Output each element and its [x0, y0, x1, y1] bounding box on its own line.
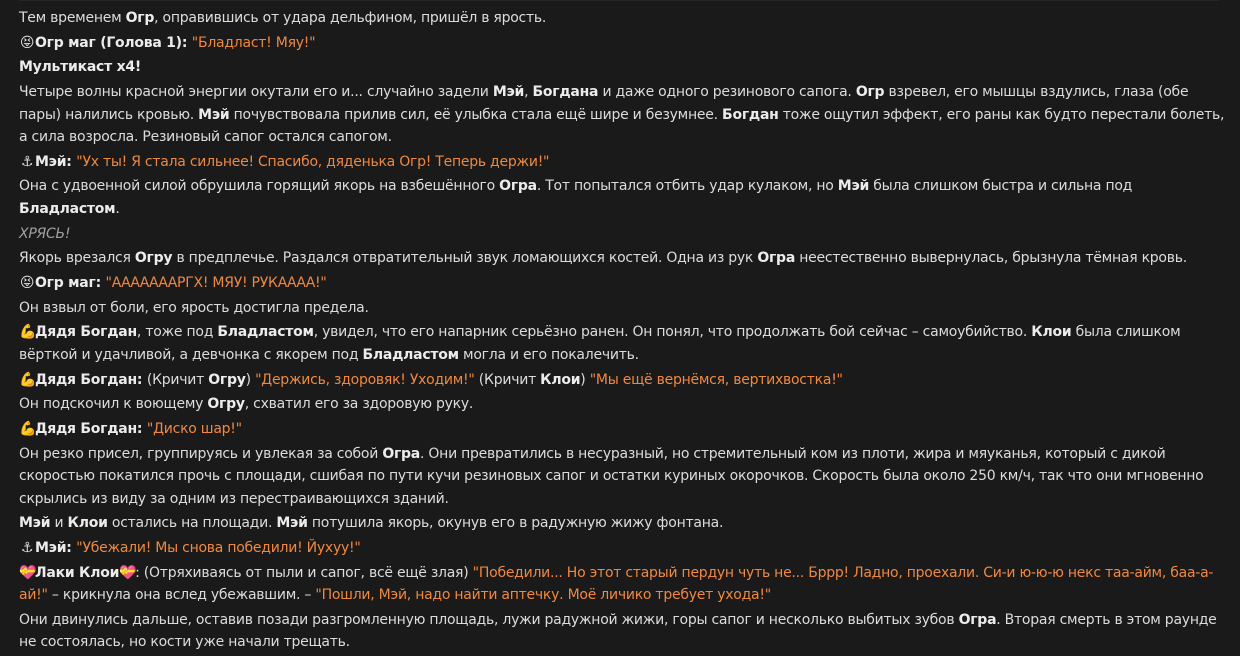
- narration-text: Тем временем: [19, 10, 126, 26]
- dialogue-quote: "Держись, здоровяк! Уходим!": [255, 371, 475, 388]
- character-name: Клои: [67, 515, 108, 532]
- character-name: Клои: [540, 371, 581, 388]
- narration-text: Она с удвоенной силой обрушила горящий якорь на взбешённого: [19, 178, 500, 195]
- scroll-edge: [19, 0, 1219, 1]
- narration-text: (Кричит: [474, 371, 541, 388]
- character-name: Огр маг:: [35, 275, 106, 291]
- story-paragraph: [19, 56, 1229, 79]
- character-name: Мэй:: [35, 153, 77, 170]
- speech-paragraph: [19, 562, 1229, 607]
- character-name: Дядя Богдан:: [35, 420, 147, 437]
- flexed-biceps-icon: 💪: [19, 371, 37, 388]
- character-name: Огра: [499, 178, 537, 195]
- character-name: Бладластом: [362, 346, 459, 363]
- narration-text: , схватил его за здоровую руку.: [244, 396, 474, 413]
- grin-face-icon: 😝: [19, 34, 35, 51]
- character-name: Дядя Богдан:: [35, 371, 147, 388]
- story-paragraph: [19, 223, 1229, 246]
- narration-text: Якорь врезался: [19, 250, 135, 267]
- narration-text: , оправившись от удара дельфином, пришёл в ярость.: [154, 10, 547, 26]
- character-name: Мэй: [198, 106, 230, 123]
- dialogue-quote: "Пошли, Мэй, надо найти аптечку. Моё личико требует ухода!": [315, 587, 771, 604]
- character-name: Огру: [208, 371, 246, 388]
- dialogue-quote: "Победили... Но этот старый пердун чуть не... Бррр! Ладно, проехали. Си-и ю-ю-ю некс таа-айм, баа-а-ай!": [19, 564, 1214, 604]
- dialogue-quote: "Бладласт! Мяу!": [191, 34, 316, 51]
- narration-text: взревел, его мышцы вздулись, глаза (обе пары) налились кровью.: [19, 84, 1189, 123]
- character-name: Бладластом: [217, 324, 314, 341]
- story-paragraph: [19, 297, 1229, 320]
- narration-text: Четыре волны красной энергии окутали его и... случайно задели: [19, 84, 493, 101]
- narration-text: была слишком вёрткой и удачливой, а девчонка с якорем под: [19, 324, 1181, 363]
- narration-text: . Они превратились в несуразный, но стремительный ком из плоти, жира и мяуканья, который с дикой скоростью покатился прочь с площади, сшибая по пути кучи резиновых сапог и остатки куриных окорочков. Скорость была около 250 км/ч, так что они мгновенно скрылись из виду за одним из перестраивающихся зданий.: [19, 445, 1204, 507]
- story-paragraph: [19, 393, 1229, 416]
- dialogue-quote: "Убежали! Мы снова победили! Йухуу!": [76, 540, 361, 556]
- character-name: Огр: [855, 84, 885, 101]
- anchor-icon: ⚓: [20, 153, 34, 170]
- character-name: Мэй: [276, 515, 308, 532]
- narration-text: тоже ощутил эффект, его раны как будто перестали болеть, а сила возросла. Резиновый сапог остался сапогом.: [19, 106, 1225, 146]
- story-paragraph: [19, 7, 1229, 30]
- story-paragraph: [19, 609, 1229, 654]
- speech-paragraph: [19, 32, 1229, 55]
- character-name: Огру: [207, 396, 245, 413]
- character-name: Мэй: [492, 84, 525, 101]
- speech-paragraph: [19, 272, 1229, 295]
- narration-text: – крикнула она вслед убежавшим. –: [47, 587, 316, 604]
- heart-ribbon-icon: 💝: [119, 564, 137, 581]
- narration-text: остались на площади.: [107, 515, 277, 532]
- narration-text: , увидел, что его напарник серьёзно ранен. Он понял, что продолжать бой сейчас – самоубийство.: [313, 324, 1032, 341]
- speech-paragraph: [19, 537, 1229, 560]
- character-name: Мэй:: [35, 540, 77, 556]
- character-name: Богдан: [722, 106, 779, 123]
- story-paragraph: [19, 247, 1229, 270]
- dialogue-quote: "АААААААРГХ! МЯУ! РУКАААА!": [105, 275, 327, 291]
- narration-text: и даже одного резинового сапога.: [598, 84, 856, 101]
- sound-effect: ХРЯСЬ!: [19, 225, 71, 242]
- character-name: Огр: [125, 10, 155, 26]
- speech-paragraph: [19, 321, 1229, 366]
- speech-paragraph: [19, 151, 1229, 174]
- narration-text: . Вторая смерть в этом раунде не состоялась, но кости уже начали трещать.: [19, 611, 1217, 651]
- dialogue-quote: "Диско шар!": [146, 420, 242, 437]
- dialogue-quote: "Ух ты! Я стала сильнее! Спасибо, дяденька Огр! Теперь держи!": [76, 153, 550, 170]
- narration-text: могла и его покалечить.: [458, 346, 639, 363]
- character-name: Богдана: [532, 84, 599, 101]
- character-name: Клои: [1031, 324, 1072, 341]
- narration-text: потушила якорь, окунув его в радужную жижу фонтана.: [307, 515, 724, 532]
- narration-text: и: [50, 515, 68, 532]
- narration-text: , тоже под: [136, 324, 218, 341]
- character-name: Мэй: [19, 515, 51, 532]
- chat-message-body: [19, 7, 1229, 656]
- heart-ribbon-icon: 💝: [19, 564, 37, 581]
- character-name: Бладластом: [19, 200, 116, 217]
- speech-paragraph: [19, 369, 1229, 392]
- grin-face-icon: 😝: [19, 275, 35, 291]
- narration-text: была слишком быстра и сильна под: [869, 178, 1133, 195]
- character-name: Мультикаст x4!: [19, 59, 141, 76]
- anchor-icon: ⚓: [20, 540, 34, 556]
- narration-text: Он подскочил к воющему: [19, 396, 208, 413]
- speech-paragraph: [19, 418, 1229, 441]
- character-name: Лаки Клои: [35, 564, 120, 581]
- narration-text: ,: [524, 84, 533, 101]
- character-name: Мэй: [837, 178, 870, 195]
- story-paragraph: [19, 81, 1229, 149]
- character-name: Огра: [382, 445, 420, 462]
- flexed-biceps-icon: 💪: [19, 324, 37, 341]
- flexed-biceps-icon: 💪: [19, 420, 37, 437]
- character-name: Огра: [757, 250, 796, 267]
- narration-text: ): [245, 371, 256, 388]
- story-paragraph: [19, 512, 1229, 535]
- narration-text: . Тот попытался отбить удар кулаком, но: [536, 178, 838, 195]
- narration-text: : (Отряхиваясь от пыли и сапог, всё ещё злая): [135, 564, 473, 581]
- narration-text: почувствовала прилив сил, её улыбка стала ещё шире и безумнее.: [229, 106, 723, 123]
- character-name: Огру: [134, 250, 173, 267]
- story-paragraph: [19, 443, 1229, 511]
- character-name: Огра: [958, 611, 997, 628]
- narration-text: Он взвыл от боли, его ярость достигла предела.: [19, 299, 369, 316]
- character-name: Дядя Богдан: [35, 324, 137, 341]
- narration-text: (Кричит: [146, 371, 209, 388]
- narration-text: Они двинулись дальше, оставив позади разгромленную площадь, лужи радужной жижи, горы сапог и несколько выбитых зубов: [19, 611, 959, 628]
- dialogue-quote: "Мы ещё вернёмся, вертихвостка!": [589, 371, 843, 388]
- narration-text: в предплечье. Раздался отвратительный звук ломающихся костей. Одна из рук: [172, 250, 758, 267]
- narration-text: Он резко присел, группируясь и увлекая за собой: [19, 445, 383, 462]
- story-paragraph: [19, 175, 1229, 220]
- character-name: Огр маг (Голова 1):: [35, 34, 192, 51]
- narration-text: ): [580, 371, 590, 388]
- narration-text: .: [115, 200, 120, 217]
- narration-text: неестественно вывернулась, брызнула тёмная кровь.: [795, 250, 1187, 267]
